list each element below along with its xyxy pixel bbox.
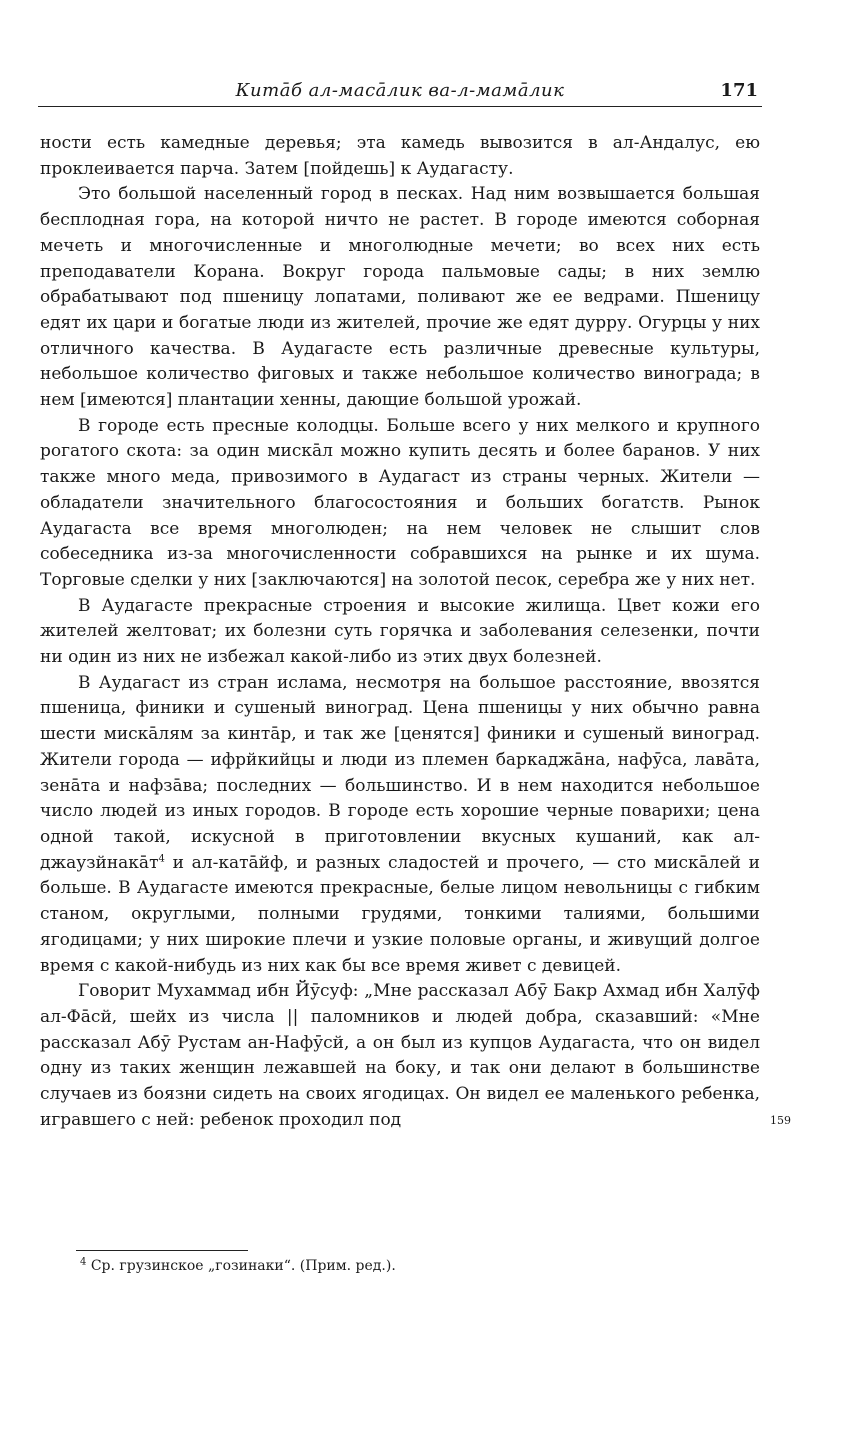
footnote-reference: 4 [158,853,165,865]
paragraph-5-text: В Аудагаст из стран ислама, несмотря на большое расстояние, ввозятся пшеница, финики и сушеный виноград. Цена пшеницы у них обычно равна шести мискāлям за кинтāр, и так же [ценятся] финики и сушеный виноград. Жители города — ифрйкийцы и люди из племен баркаджāна, нафӯса, лавāта, зенāта и нафзāва; последних — большинство. И в нем находится небольшое число людей из иных городов. В городе есть хорошие черные поварихи; цена одной такой, искусной в приготовлении вкусных кушаний, как ал-джаузйнакāт [40,672,760,873]
footnote-divider [76,1250,248,1251]
paragraph-1: ности есть камедные деревья; эта камедь вывозится в ал-Андалус, ею проклеивается парча. Затем [пойдешь] к Аудагасту. [40,133,760,179]
paragraph-2: Это большой населенный город в песках. Над ним возвышается большая бесплодная гора, на которой ничто не растет. В городе имеются соборная мечеть и многочисленные и многолюдные мечети; во всех них есть преподаватели Корана. Вокруг города пальмовые сады; в них землю обрабатывают под пшеницу лопатами, поливают же ее ведрами. Пшеницу едят их цари и богатые люди из жителей, прочие же едят дурру. Огурцы у них отличного качества. В Аудагасте есть различные древесные культуры, небольшое количество фиговых и также небольшое количество винограда; в нем [имеются] плантации хенны, дающие большой урожай. [40,184,760,411]
footnote-text: Ср. грузинское „гозинаки“. (Прим. ред.). [90,1258,396,1274]
paragraph-5 [40,671,760,979]
paragraph-5-continuation: и ал-катāйф, и разных сладостей и прочего, — сто мискāлей и больше. В Аудагасте имеются прекрасные, белые лицом невольницы с гибким станом, округлыми, полными грудями, тонкими талиями, большими ягодицами; у них широкие плечи и узкие половые органы, и живущий долгое время с какой-нибудь из них как бы все время живет с девицей. [40,852,761,976]
footnote-marker: 4 [80,1256,87,1268]
footnote [80,1256,760,1276]
paragraph-6: Говорит Мухаммад ибн Йӯсуф: „Мне рассказал Абӯ Бакр Ахмад ибн Халӯф ал-Фāсй, шейх из числа || паломников и людей добра, сказавший: «Мне рассказал Абӯ Рустам ан-Нафӯсй, а он был из купцов Аудагаста, что он видел одну из таких женщин лежавшей на боку, и так они делают в большинстве случаев из боязни сидеть на своих ягодицах. Он видел ее маленького ребенка, игравшего с ней: ребенок проходил под [40,981,760,1130]
running-title: Китāб ал-масāлик ва-л-мамāлик [235,80,565,101]
paragraph-4: В Аудагасте прекрасные строения и высокие жилища. Цвет кожи его жителей желтоват; их болезни суть горячка и заболевания селезенки, почти ни один из них не избежал какой-либо из этих двух болезней. [40,595,760,668]
page-number: 171 [720,80,758,101]
page-header [38,74,762,107]
margin-page-number: 159 [770,1114,791,1127]
main-text [40,131,760,1133]
paragraph-3: В городе есть пресные колодцы. Больше всего у них мелкого и крупного рогатого скота: за один мискāл можно купить десять и более баранов. У них также много меда, привозимого в Аудагаст из страны черных. Жители — обладатели значительного благосостояния и больших богатств. Рынок Аудагаста все время многолюден; на нем человек не слышит слов собеседника из-за многочисленности собравшихся на рынке и их шума. Торговые сделки у них [заключаются] на золотой песок, серебра же у них нет. [40,415,760,590]
